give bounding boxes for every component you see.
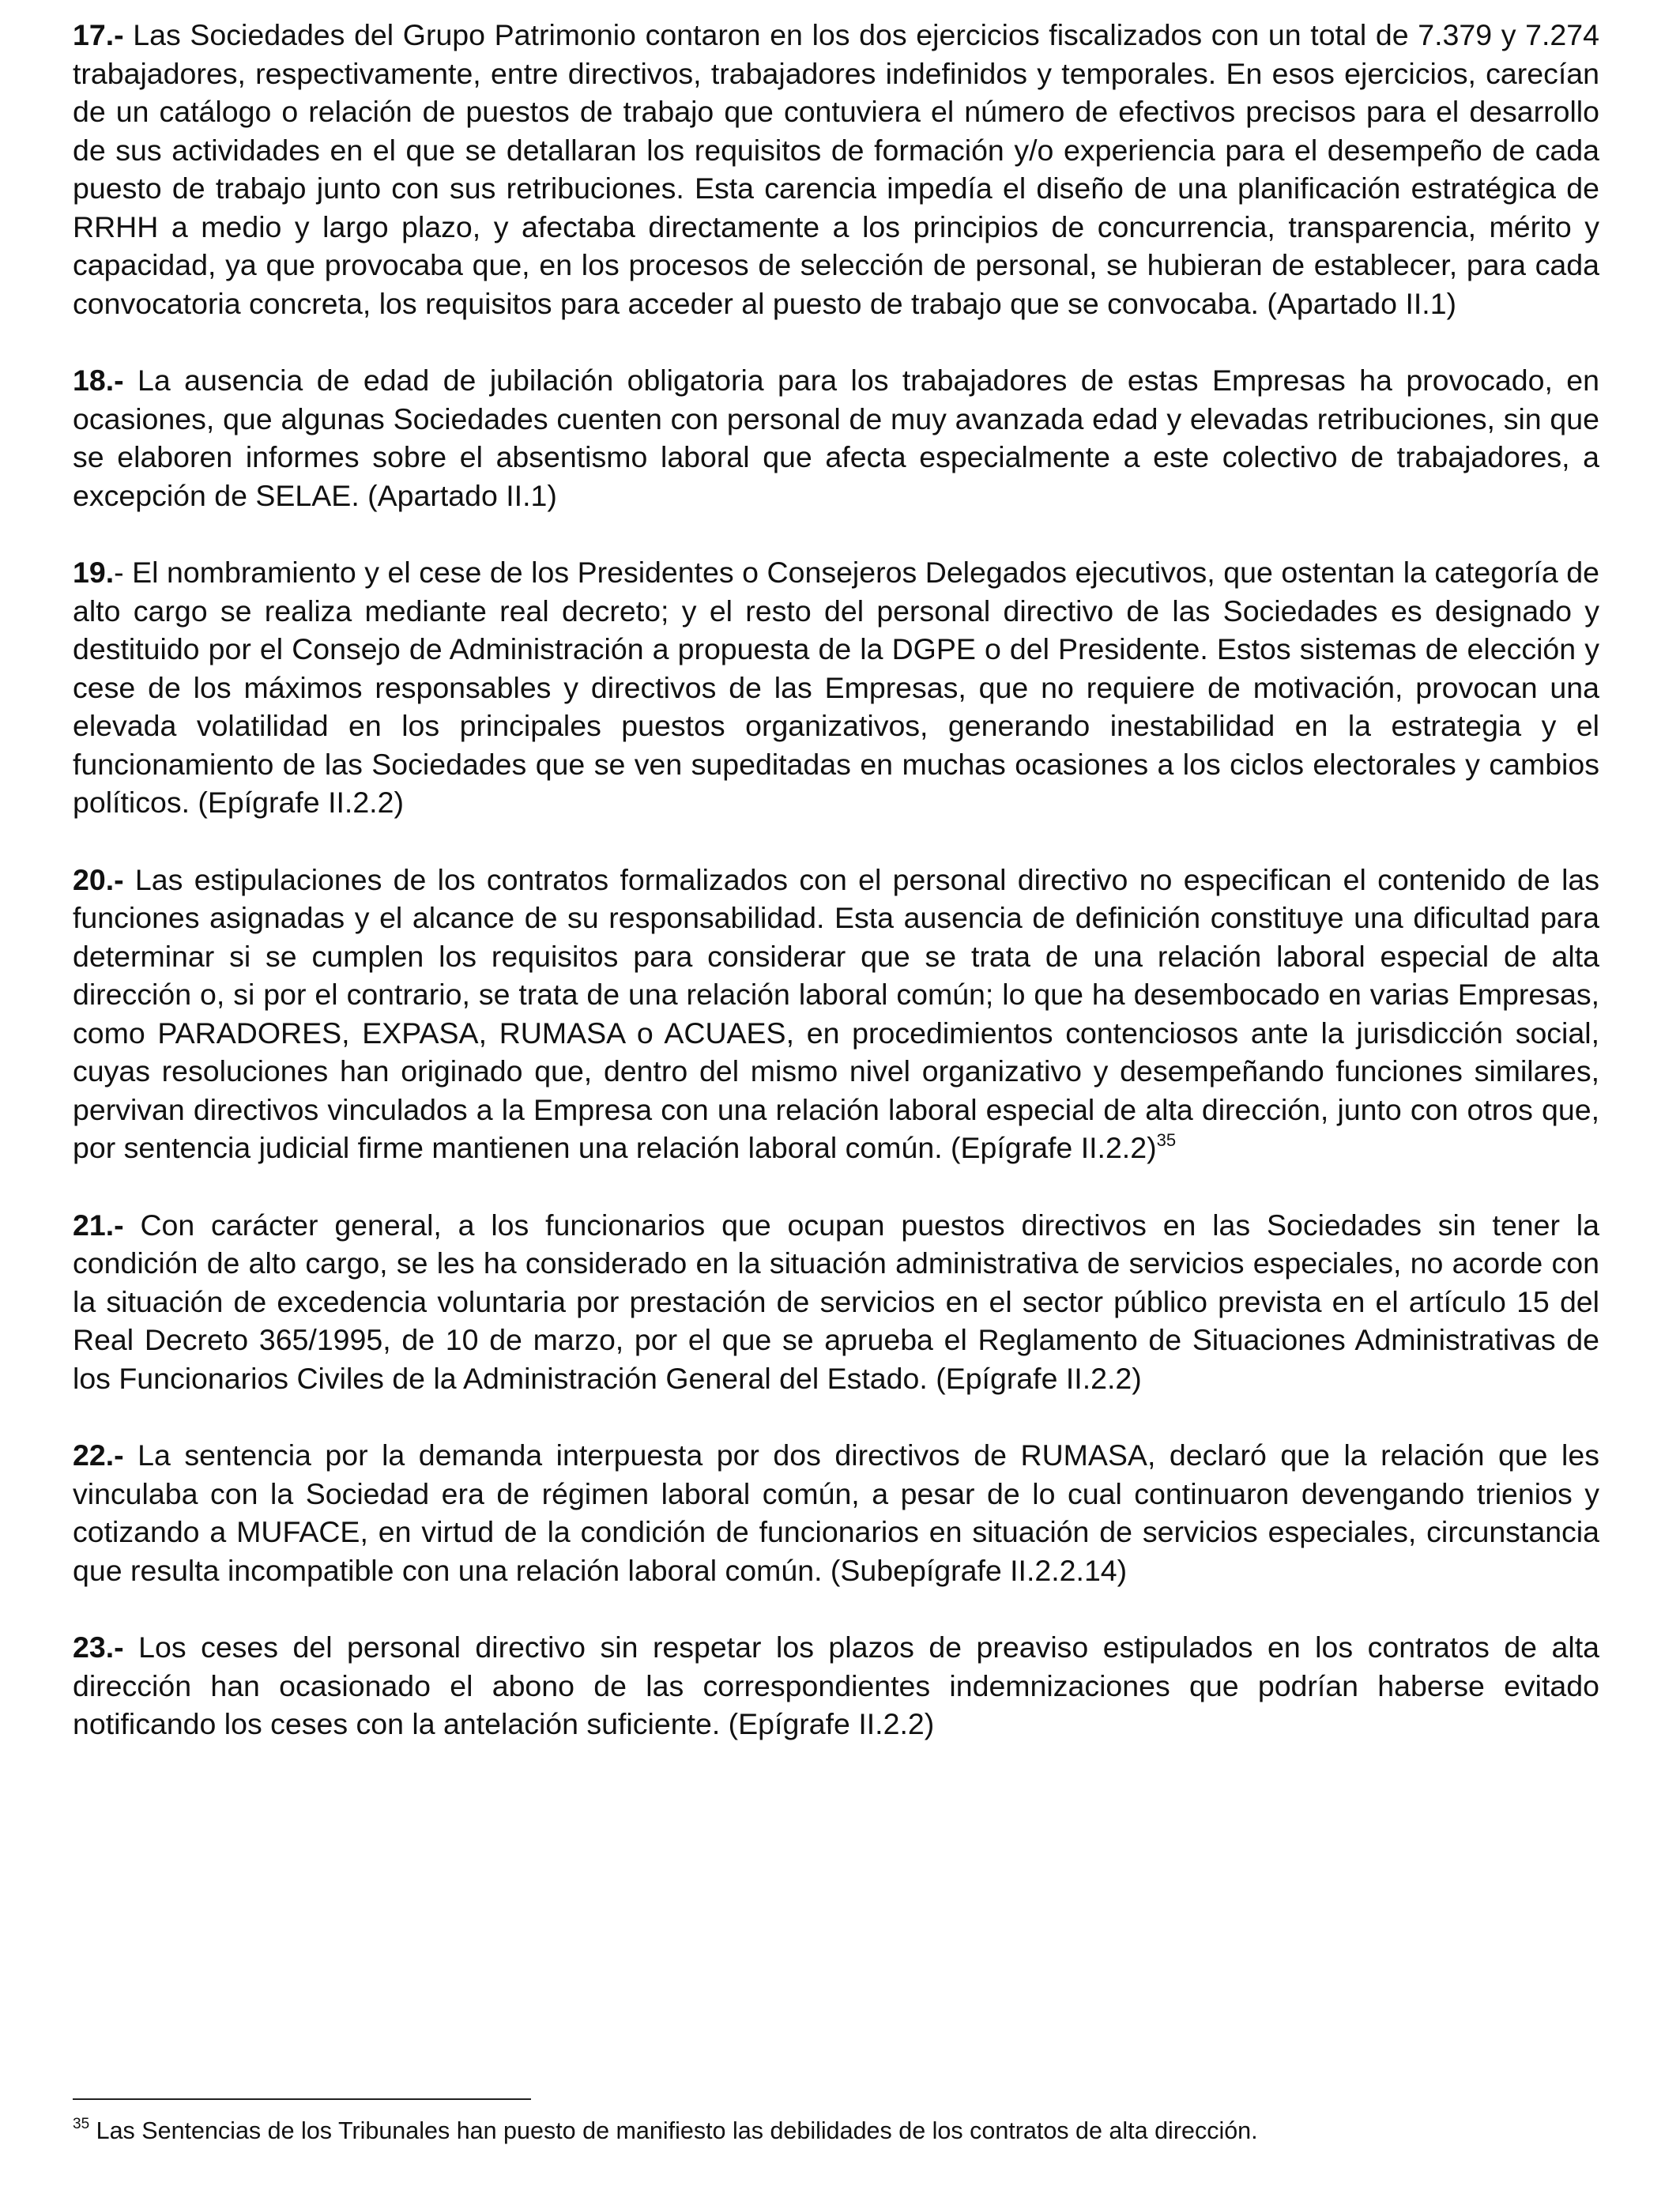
paragraph-number: 22.- <box>73 1438 124 1472</box>
paragraph-23 <box>73 1628 1599 1744</box>
footnote-number: 35 <box>73 2116 90 2132</box>
paragraph-18 <box>73 361 1599 515</box>
paragraph-17 <box>73 16 1599 322</box>
paragraph-22 <box>73 1436 1599 1589</box>
paragraph-number: 19. <box>73 556 115 589</box>
paragraph-number: 17.- <box>73 18 124 51</box>
footnote-text: Las Sentencias de los Tribunales han puesto de manifiesto las debilidades de los contratos de alta dirección. <box>89 2117 1258 2144</box>
paragraph-text: Con carácter general, a los funcionarios que ocupan puestos directivos en las Sociedades sin tener la condición de alto cargo, se les ha considerado en la situación administrativa de servicios especiales, no acorde con la situación de excedencia voluntaria por prestación de servicios en el sector público prevista en el artículo 15 del Real Decreto 365/1995, de 10 de marzo, por el que se aprueba el Reglamento de Situaciones Administrativas de los Funcionarios Civiles de la Administración General del Estado. (Epígrafe II.2.2) <box>73 1208 1599 1395</box>
paragraph-19 <box>73 553 1599 822</box>
paragraph-20 <box>73 861 1599 1167</box>
paragraph-text: - El nombramiento y el cese de los Presidentes o Consejeros Delegados ejecutivos, que ostentan la categoría de alto cargo se realiza mediante real decreto; y el resto del personal directivo de las Sociedades es designado y destituido por el Consejo de Administración a propuesta de la DGPE o del Presidente. Estos sistemas de elección y cese de los máximos responsables y directivos de las Empresas, que no requiere de motivación, provocan una elevada volatilidad en los principales puestos organizativos, generando inestabilidad en la estrategia y el funcionamiento de las Sociedades que se ven supeditadas en muchas ocasiones a los ciclos electorales y cambios políticos. (Epígrafe II.2.2) <box>73 556 1599 819</box>
paragraph-text: La ausencia de edad de jubilación obligatoria para los trabajadores de estas Empresas ha provocado, en ocasiones, que algunas Sociedades cuenten con personal de muy avanzada edad y elevadas retribuciones, sin que se elaboren informes sobre el absentismo laboral que afecta especialmente a este colectivo de trabajadores, a excepción de SELAE. (Apartado II.1) <box>73 364 1599 512</box>
paragraph-number: 23.- <box>73 1630 124 1664</box>
paragraph-21 <box>73 1206 1599 1398</box>
paragraph-text: Las estipulaciones de los contratos formalizados con el personal directivo no especifican el contenido de las funciones asignadas y el alcance de su responsabilidad. Esta ausencia de definición constituye una dificultad para determinar si se cumplen los requisitos para considerar que se trata de una relación laboral especial de alta dirección o, si por el contrario, se trata de una relación laboral común; lo que ha desembocado en varias Empresas, como PARADORES, EXPASA, RUMASA o ACUAES, en procedimientos contenciosos ante la jurisdicción social, cuyas resoluciones han originado que, dentro del mismo nivel organizativo y desempeñando funciones similares, pervivan directivos vinculados a la Empresa con una relación laboral especial de alta dirección, junto con otros que, por sentencia judicial firme mantienen una relación laboral común. (Epígrafe II.2.2) <box>73 862 1599 1164</box>
footnote-divider <box>73 2098 531 2100</box>
footnote <box>73 2115 1599 2147</box>
paragraph-number: 21.- <box>73 1208 124 1242</box>
paragraph-text: Los ceses del personal directivo sin respetar los plazos de preaviso estipulados en los contratos de alta dirección han ocasionado el abono de las correspondientes indemnizaciones que podrían haberse evitado notificando los ceses con la antelación suficiente. (Epígrafe II.2.2) <box>73 1630 1599 1740</box>
footnote-reference: 35 <box>1156 1130 1177 1150</box>
paragraph-text: La sentencia por la demanda interpuesta por dos directivos de RUMASA, declaró que la relación que les vinculaba con la Sociedad era de régimen laboral común, a pesar de lo cual continuaron devengando trienios y cotizando a MUFACE, en virtud de la condición de funcionarios en situación de servicios especiales, circunstancia que resulta incompatible con una relación laboral común. (Subepígrafe II.2.2.14) <box>73 1438 1599 1587</box>
paragraph-number: 20.- <box>73 862 124 896</box>
document-body <box>73 16 1599 1782</box>
paragraph-text: Las Sociedades del Grupo Patrimonio contaron en los dos ejercicios fiscalizados con un total de 7.379 y 7.274 trabajadores, respectivamente, entre directivos, trabajadores indefinidos y temporales. En esos ejercicios, carecían de un catálogo o relación de puestos de trabajo que contuviera el número de efectivos precisos para el desarrollo de sus actividades en el que se detallaran los requisitos de formación y/o experiencia para el desempeño de cada puesto de trabajo junto con sus retribuciones. Esta carencia impedía el diseño de una planificación estratégica de RRHH a medio y largo plazo, y afectaba directamente a los principios de concurrencia, transparencia, mérito y capacidad, ya que provocaba que, en los procesos de selección de personal, se hubieran de establecer, para cada convocatoria concreta, los requisitos para acceder al puesto de trabajo que se convocaba. (Apartado II.1) <box>73 18 1599 320</box>
paragraph-number: 18.- <box>73 364 124 397</box>
